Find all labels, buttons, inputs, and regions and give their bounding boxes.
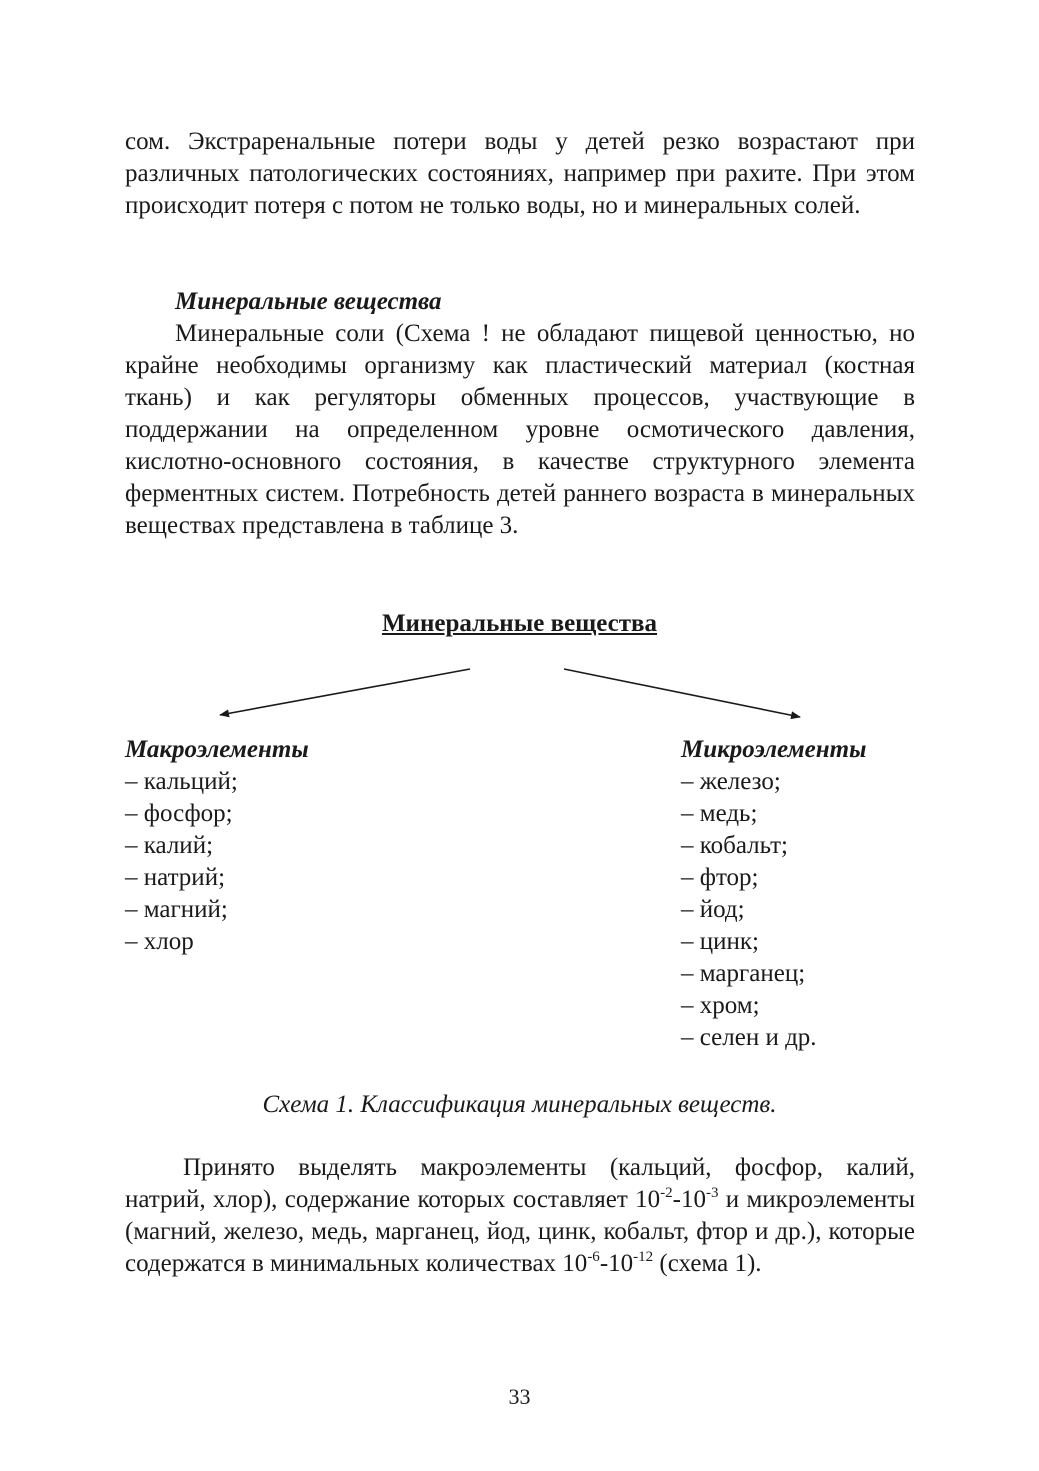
- list-item: – марганец;: [681, 960, 806, 987]
- list-item: – кобальт;: [681, 832, 788, 859]
- list-item: – цинк;: [681, 928, 759, 955]
- exponent: -2: [660, 1185, 673, 1201]
- minerals-paragraph: [125, 318, 915, 542]
- list-item: – йод;: [681, 896, 745, 923]
- exponent: -12: [633, 1249, 654, 1265]
- classes-text: [125, 1152, 915, 1280]
- exponent: -3: [705, 1185, 719, 1201]
- schema-title: Минеральные вещества: [381, 610, 658, 637]
- list-item: – медь;: [681, 800, 758, 827]
- classes-text-part: -10: [672, 1186, 706, 1213]
- minerals-text: Минеральные соли (Схема ! не обладают пищевой ценностью, но крайне необходимы организму как пластический материал (костная ткань) и как регуляторы обменных процессов, участвующие в поддержании на определенном уровне осмотического давления, кислотно-основного состояния, в качестве структурного элемента ферментных систем. Потребность детей раннего возраста в минеральных веществах представлена в таблице 3.: [125, 320, 915, 539]
- schema-caption: Схема 1. Классификация минеральных веществ.: [262, 1091, 777, 1118]
- list-item: – натрий;: [125, 864, 226, 891]
- microelements-title: Микроэлементы: [681, 736, 867, 763]
- microelements-column: [681, 734, 866, 1054]
- list-item: – железо;: [681, 768, 781, 795]
- arrow-to-micro: [564, 669, 800, 717]
- list-item: – калий;: [125, 832, 214, 859]
- page-number: 33: [508, 1384, 531, 1409]
- intro-text: сом. Экстраренальные потери воды у детей резко возрастают при различных патологических состояниях, например при рахите. При этом происходит потеря с потом не только воды, но и минеральных солей.: [125, 128, 915, 219]
- classes-text-part: и микроэлементы (магний, железо, медь, марганец, йод, цинк, кобальт, фтор и др.), которые содержатся в минимальных количествах 10: [125, 1186, 915, 1277]
- list-item: – хлор: [125, 928, 194, 955]
- list-item: – фосфор;: [125, 800, 233, 827]
- classes-text-part: Принято выделять макроэлементы (кальций, фосфор, калий, натрий, хлор), содержание которых составляет 10: [125, 1154, 915, 1213]
- classes-text-part: (схема 1).: [653, 1250, 762, 1277]
- arrow-to-macro: [220, 669, 470, 715]
- classes-paragraph: [125, 1152, 915, 1280]
- list-item: – хром;: [681, 992, 760, 1019]
- exponent: -6: [587, 1249, 600, 1265]
- intro-paragraph: [125, 126, 915, 222]
- macroelements-title: Макроэлементы: [125, 736, 309, 763]
- classes-text-part: -10: [599, 1250, 634, 1277]
- list-item: – кальций;: [125, 768, 238, 795]
- list-item: – фтор;: [681, 864, 759, 891]
- section-heading: Минеральные вещества: [175, 288, 442, 315]
- list-item: – селен и др.: [681, 1024, 817, 1051]
- macroelements-column: [125, 734, 309, 958]
- list-item: – магний;: [125, 896, 228, 923]
